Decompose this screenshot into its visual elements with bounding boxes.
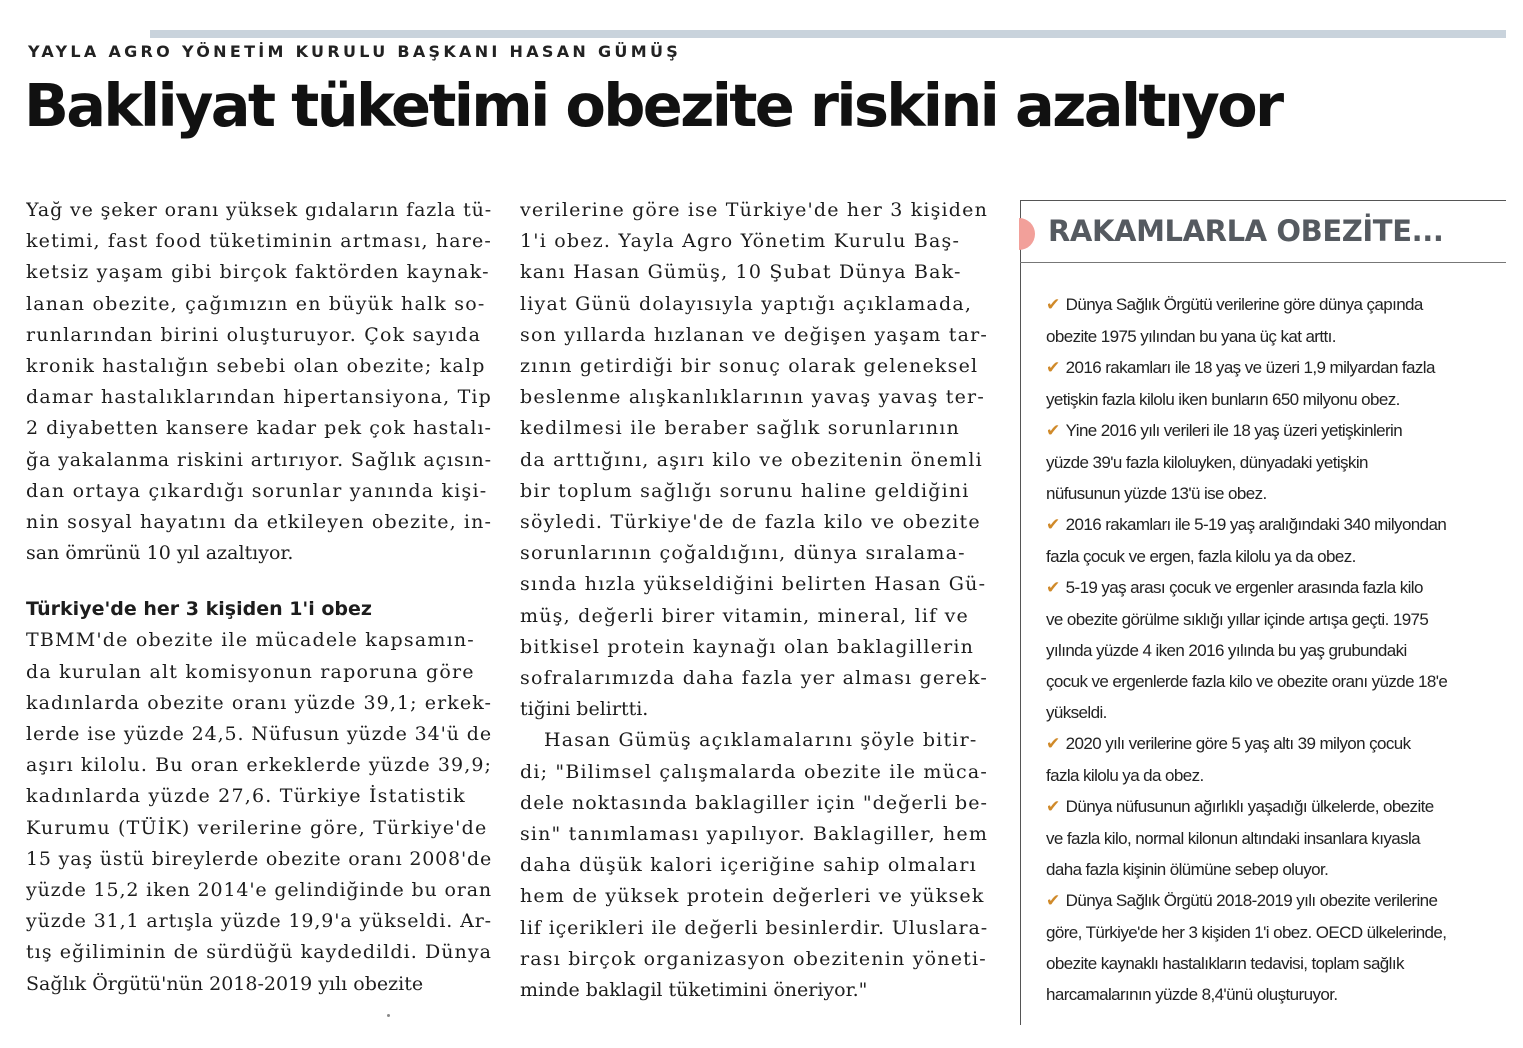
text-line: lif içerikleri ile değerli besinlerdir. Uluslara- [520,916,988,939]
fact-text: Dünya Sağlık Örgütü 2018-2019 yılı obezite verilerine [1065,891,1438,910]
sidebar-box [1020,200,1506,1025]
text-line: di; "Bilimsel çalışmalarda obezite ile müca- [520,760,988,783]
text-line: sında hızla yükseldiğini belirten Hasan Gü- [520,573,987,596]
paragraph-tbmm [26,625,492,999]
text-line: kedilmesi ile beraber sağlık sorunlarının [520,417,960,440]
fact-line [1046,478,1501,509]
text-line: zının getirdiği bir sonuç olarak geleneksel [520,355,979,378]
paragraph-intro [26,195,492,569]
text-line: ğa yakalanma riskini artırıyor. Sağlık açısın- [26,448,492,471]
sidebar-fact [1046,791,1501,885]
top-rule [150,30,1506,38]
text-line: daha düşük kalori içeriğine sahip olmaları [520,854,977,877]
sidebar-title-rule [1020,262,1506,263]
sidebar-left-rule [1020,200,1021,1025]
fact-text: 2016 rakamları ile 5-19 yaş aralığındaki 340 milyondan [1065,515,1447,534]
fact-line [1046,885,1501,917]
checkmark-icon: ✔ [1046,421,1060,441]
page-dot [387,1014,390,1017]
text-line: 2 diyabetten kansere kadar pek çok hastalı- [26,417,492,440]
text-line: rası birçok organizasyon obezitenin yöneti- [520,947,987,970]
text-line: yüzde 31,1 artışla yüzde 19,9'a yükseldi. Ar- [26,910,492,933]
sidebar-fact [1046,352,1501,415]
fact-text: 2020 yılı verilerine göre 5 yaş altı 39 milyon çocuk [1065,734,1411,753]
fact-line [1046,447,1501,478]
fact-text: yükseldi. [1046,703,1107,722]
checkmark-icon: ✔ [1046,578,1060,598]
fact-line [1046,697,1501,728]
fact-line [1046,791,1501,823]
fact-line [1046,823,1501,854]
text-line: liyat Günü dolayısıyla yaptığı açıklamada, [520,292,973,315]
fact-text: Yine 2016 yılı verileri ile 18 yaş üzeri yetişkinlerin [1065,421,1403,440]
text-line: kanı Hasan Gümüş, 10 Şubat Dünya Bak- [520,261,962,284]
checkmark-icon: ✔ [1046,797,1060,817]
text-line: aşırı kilolu. Bu oran erkeklerde yüzde 39,9; [26,754,492,777]
headline: Bakliyat tüketimi obezite riskini azaltıyor [24,71,1282,140]
fact-text: 2016 rakamları ile 18 yaş ve üzeri 1,9 milyardan fazla [1065,358,1435,377]
text-line: yüzde 15,2 iken 2014'e gelindiğinde bu oran [26,879,492,902]
text-line: da kurulan alt komisyonun raporuna göre [26,660,475,683]
paragraph-quote [520,725,988,1006]
fact-text: çocuk ve ergenlerde fazla kilo ve obezite oranı yüzde 18'e [1046,672,1448,691]
text-line: kronik hastalığın sebebi olan obezite; kalp [26,355,486,378]
text-line: Hasan Gümüş açıklamalarını şöyle bitir- [544,729,978,752]
fact-text: yılında yüzde 4 iken 2016 yılında bu yaş grubundaki [1046,641,1407,660]
text-line: dele noktasında baklagiller için "değerli be- [520,791,988,814]
kicker: YAYLA AGRO YÖNETİM KURULU BAŞKANI HASAN GÜMÜŞ [28,42,682,61]
fact-line [1046,666,1501,697]
fact-line [1046,289,1501,321]
sidebar-accent-tab [1019,218,1035,250]
text-line: 1'i obez. Yayla Agro Yönetim Kurulu Baş- [520,230,961,253]
sidebar-fact [1046,572,1501,728]
article-column-2 [520,195,988,1006]
fact-line [1046,384,1501,415]
text-line: ketimi, fast food tüketiminin artması, hare- [26,230,492,253]
fact-line [1046,760,1501,791]
fact-text: harcamalarının yüzde 8,4'ünü oluşturuyor. [1046,985,1338,1004]
text-line: san ömrünü 10 yıl azaltıyor. [26,542,294,565]
text-line: sin" tanımlaması yapılıyor. Baklagiller, hem [520,823,988,846]
text-line: Kurumu (TÜİK) verilerine göre, Türkiye'de [26,816,488,839]
text-line: 15 yaş üstü bireylerde obezite oranı 2008'de [26,847,492,870]
text-line: verilerine göre ise Türkiye'de her 3 kişiden [520,199,988,221]
text-line: lanan obezite, çağımızın en büyük halk so- [26,292,486,315]
text-line: TBMM'de obezite ile mücadele kapsamın- [26,629,475,652]
fact-line [1046,321,1501,352]
sidebar-fact [1046,885,1501,1010]
text-line: kadınlarda obezite oranı yüzde 39,1; erkek- [26,691,492,714]
checkmark-icon: ✔ [1046,295,1060,315]
text-line: sofralarımızda daha fazla yer alması gerek- [520,667,988,690]
checkmark-icon: ✔ [1046,515,1060,535]
sidebar-title: RAKAMLARLA OBEZİTE... [1048,214,1444,248]
sidebar-fact [1046,509,1501,572]
text-line: kadınlarda yüzde 27,6. Türkiye İstatistik [26,785,466,808]
fact-text: daha fazla kişinin ölümüne sebep oluyor. [1046,860,1329,879]
fact-text: fazla çocuk ve ergen, fazla kilolu ya da obez. [1046,547,1356,566]
text-line: damar hastalıklarından hipertansiyona, Tip [26,386,492,409]
fact-line [1046,917,1501,948]
sidebar-fact [1046,289,1501,352]
fact-text: ve obezite görülme sıklığı yıllar içinde artışa geçti. 1975 [1046,610,1429,629]
fact-line [1046,572,1501,604]
fact-line [1046,352,1501,384]
fact-text: nüfusunun yüzde 13'ü ise obez. [1046,484,1267,503]
sidebar-fact-list [1046,289,1501,1010]
subheading: Türkiye'de her 3 kişiden 1'i obez [26,598,372,621]
text-line: tiğini belirtti. [520,698,649,721]
text-line: bitkisel protein kaynağı olan baklagillerin [520,635,975,658]
article-column-1 [26,195,492,1000]
text-line: minde baklagil tüketimini öneriyor." [520,979,868,1002]
text-line: runlarından birini oluşturuyor. Çok sayıda [26,323,482,346]
fact-text: yetişkin fazla kilolu iken bunların 650 milyonu obez. [1046,390,1400,409]
fact-text: yüzde 39'u fazla kiloluyken, dünyadaki yetişkin [1046,453,1368,472]
text-line: tış eğiliminin de sürdüğü kaydedildi. Dünya [26,941,492,964]
text-line: lerde ise yüzde 24,5. Nüfusun yüzde 34'ü de [26,723,492,746]
fact-text: fazla kilolu ya da obez. [1046,766,1204,785]
text-line: hem de yüksek protein değerleri ve yüksek [520,885,985,908]
sidebar-fact [1046,415,1501,509]
fact-text: 5-19 yaş arası çocuk ve ergenler arasında fazla kilo [1065,578,1423,597]
sidebar-top-rule [1020,200,1506,201]
text-line: son yıllarda hızlanan ve değişen yaşam tar- [520,323,988,346]
fact-line [1046,509,1501,541]
text-line: sorunlarının çoğaldığını, dünya sıralama- [520,542,966,565]
checkmark-icon: ✔ [1046,734,1060,754]
text-line: Yağ ve şeker oranı yüksek gıdaların fazla tü- [26,199,492,221]
fact-text: Dünya nüfusunun ağırlıklı yaşadığı ülkelerde, obezite [1065,797,1434,816]
text-line: beslenme alışkanlıklarının yavaş yavaş ter- [520,386,985,409]
text-line: Sağlık Örgütü'nün 2018-2019 yılı obezite [26,972,424,995]
text-line: nin sosyal hayatını da etkileyen obezite, in- [26,511,492,534]
text-line: söyledi. Türkiye'de de fazla kilo ve obezite [520,511,981,534]
text-line: ketsiz yaşam gibi birçok faktörden kaynak- [26,261,490,284]
fact-line [1046,541,1501,572]
fact-text: obezite 1975 yılından bu yana üç kat arttı. [1046,327,1336,346]
text-line: bir toplum sağlığı sorunu haline geldiğini [520,479,970,502]
text-line: müş, değerli birer vitamin, mineral, lif ve [520,604,969,627]
fact-text: obezite kaynaklı hastalıkların tedavisi, toplam sağlık [1046,954,1404,973]
checkmark-icon: ✔ [1046,358,1060,378]
fact-line [1046,979,1501,1010]
checkmark-icon: ✔ [1046,891,1060,911]
fact-line [1046,415,1501,447]
fact-line [1046,728,1501,760]
fact-text: Dünya Sağlık Örgütü verilerine göre dünya çapında [1065,295,1423,314]
fact-line [1046,948,1501,979]
text-line: dan ortaya çıkardığı sorunlar yanında kişi- [26,479,488,502]
fact-line [1046,604,1501,635]
paragraph-gumus [520,195,988,725]
fact-text: ve fazla kilo, normal kilonun altındaki insanlara kıyasla [1046,829,1421,848]
text-line: da arttığını, aşırı kilo ve obezitenin önemli [520,448,983,471]
sidebar-fact [1046,728,1501,791]
fact-text: göre, Türkiye'de her 3 kişiden 1'i obez. OECD ülkelerinde, [1046,923,1447,942]
fact-line [1046,854,1501,885]
fact-line [1046,635,1501,666]
